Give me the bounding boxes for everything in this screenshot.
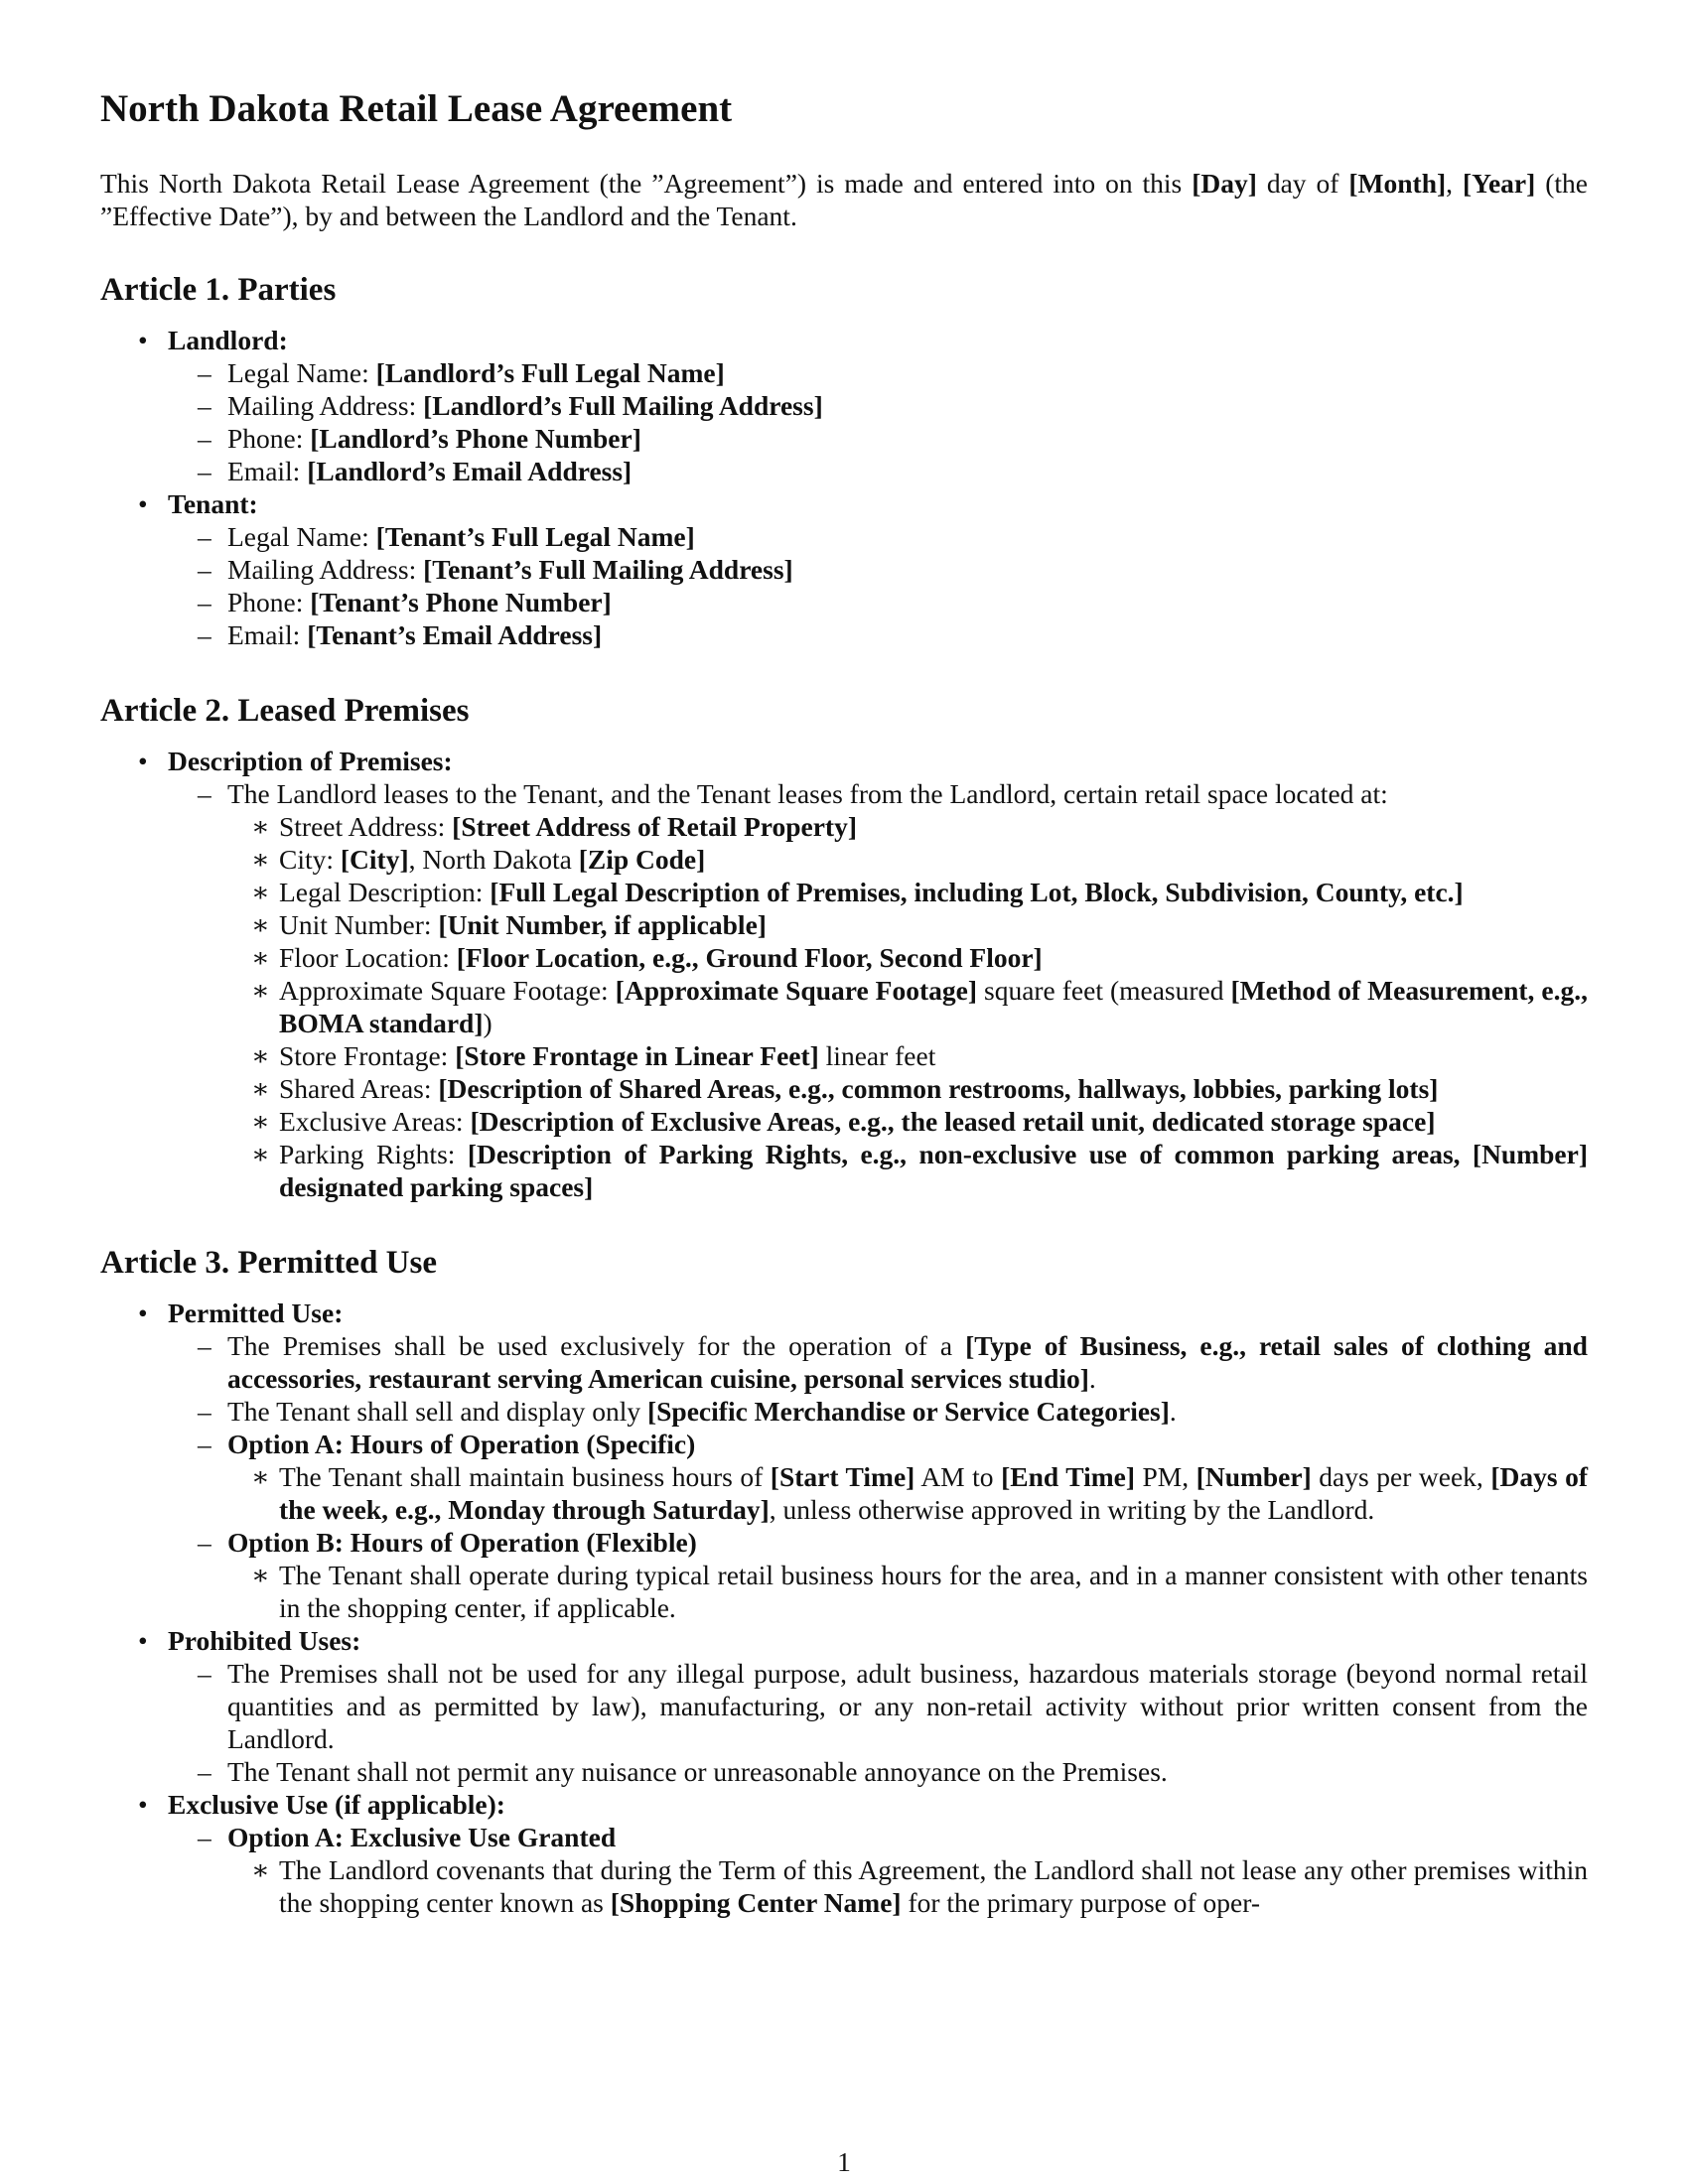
field-value: [Description of Parking Rights, e.g., non-exclusive use of common parking areas, [Number] designated parking spaces] (279, 1139, 1589, 1202)
field-label: City: (279, 844, 341, 875)
article-heading: Article 3. Permitted Use (100, 1245, 438, 1281)
field-value: [End Time] (1001, 1461, 1135, 1492)
month-field: [Month] (1348, 168, 1447, 199)
clause-text: . (1088, 1363, 1096, 1394)
list-item (227, 1072, 1588, 1105)
clause-text: The Tenant shall sell and display only (227, 1396, 647, 1427)
field-value: [Number] (1196, 1461, 1312, 1492)
landlord-item (100, 324, 1588, 487)
clause-text: The Tenant shall maintain business hours of (279, 1461, 771, 1492)
field-text: , North Dakota (408, 844, 579, 875)
intro-text: , (1446, 168, 1463, 199)
field-value: [Tenant’s Email Address] (307, 619, 603, 650)
field-text: ) (483, 1008, 492, 1038)
field-text: linear feet (818, 1040, 936, 1071)
field-value: [Specific Merchandise or Service Categories] (646, 1396, 1170, 1427)
field-value: [Tenant’s Full Mailing Address] (423, 554, 793, 585)
field-value: [City] (340, 844, 409, 875)
description-item (100, 745, 1588, 1203)
list-item (227, 1138, 1588, 1203)
list-item (168, 422, 1588, 455)
field-value: [Zip Code] (578, 844, 706, 875)
option-a-exclusive (168, 1821, 1588, 1919)
list-item (168, 455, 1588, 487)
field-value: [Start Time] (770, 1461, 915, 1492)
article-heading: Article 1. Parties (100, 272, 337, 308)
description-text: The Landlord leases to the Tenant, and the Tenant leases from the Landlord, certain retail space located at: (227, 778, 1388, 809)
field-label: Exclusive Areas: (279, 1106, 471, 1137)
field-label: Parking Rights: (279, 1139, 468, 1169)
field-label: Legal Description: (279, 877, 491, 907)
field-value: [Landlord’s Full Mailing Address] (423, 390, 823, 421)
field-label: Street Address: (279, 811, 453, 842)
list-item (168, 389, 1588, 422)
option-a-hours (168, 1428, 1588, 1526)
field-value: [Description of Shared Areas, e.g., common restrooms, hallways, lobbies, parking lots] (438, 1073, 1439, 1104)
document-page (100, 85, 1588, 1959)
intro-text: day of (1256, 168, 1349, 199)
field-value: [Full Legal Description of Premises, including Lot, Block, Subdivision, County, etc.] (490, 877, 1464, 907)
field-value: [Approximate Square Footage] (615, 975, 977, 1006)
article-parties (100, 270, 1588, 651)
list-item (227, 941, 1588, 974)
field-label: Unit Number: (279, 909, 439, 940)
field-label: Approximate Square Footage: (279, 975, 616, 1006)
intro-paragraph (100, 167, 1588, 232)
clause-text: The Landlord covenants that during the Term of this Agreement, the Landlord shall not lease any other premises within the shopping center known as (279, 1854, 1588, 1918)
field-value: [Description of Exclusive Areas, e.g., the leased retail unit, dedicated storage space] (470, 1106, 1436, 1137)
day-field: [Day] (1192, 168, 1257, 199)
article-heading: Article 2. Leased Premises (100, 693, 470, 729)
list-item (168, 553, 1588, 586)
list-item (168, 777, 1588, 1203)
field-value: [Landlord’s Phone Number] (310, 423, 641, 454)
prohibited-uses-item (100, 1624, 1588, 1788)
intro-text: (the ”Effective Date”), by and between the Landlord and the Tenant. (100, 168, 1588, 231)
landlord-label: Landlord: (168, 325, 288, 355)
field-value: [Tenant’s Full Legal Name] (375, 521, 695, 552)
list-item (227, 810, 1588, 843)
field-value: [Store Frontage in Linear Feet] (455, 1040, 819, 1071)
document-title: North Dakota Retail Lease Agreement (100, 87, 733, 130)
option-b-hours (168, 1526, 1588, 1624)
clause-text: days per week, (1311, 1461, 1491, 1492)
field-value: [Tenant’s Phone Number] (310, 587, 612, 617)
exclusive-use-item (100, 1788, 1588, 1919)
list-item: – The Tenant shall not permit any nuisance or unreasonable annoyance on the Premises. (168, 1755, 1588, 1788)
field-label: Shared Areas: (279, 1073, 439, 1104)
list-item (227, 1039, 1588, 1072)
intro-text: This North Dakota Retail Lease Agreement (the ”Agreement”) is made and entered into on this (100, 168, 1193, 199)
tenant-item (100, 487, 1588, 651)
field-value: [Method of Measurement, e.g., BOMA standard] (279, 975, 1589, 1038)
page-number: 1 (837, 2146, 851, 2177)
field-label: Mailing Address: (227, 390, 424, 421)
tenant-label: Tenant: (168, 488, 258, 519)
list-item (227, 1460, 1588, 1526)
option-label: Option B: Hours of Operation (Flexible) (227, 1527, 697, 1558)
exclusive-use-label: Exclusive Use (if applicable): (168, 1789, 505, 1820)
field-value: [Street Address of Retail Property] (452, 811, 857, 842)
article-permitted-use (100, 1243, 1588, 1919)
list-item (168, 586, 1588, 618)
clause-text: for the primary purpose of oper- (901, 1887, 1261, 1918)
option-label: Option A: Exclusive Use Granted (227, 1822, 617, 1852)
list-item (227, 1105, 1588, 1138)
list-item: ∗ The Tenant shall operate during typical retail business hours for the area, and in a manner consistent with other tenants in the shopping center, if applicable. (227, 1559, 1588, 1624)
list-item (168, 520, 1588, 553)
list-item (168, 618, 1588, 651)
clause-text: , unless otherwise approved in writing by the Landlord. (769, 1494, 1375, 1525)
option-label: Option A: Hours of Operation (Specific) (227, 1429, 696, 1459)
list-item (227, 1853, 1588, 1919)
list-item (168, 1329, 1588, 1395)
clause-text: AM to (914, 1461, 1002, 1492)
list-item: – The Premises shall not be used for any illegal purpose, adult business, hazardous materials storage (beyond normal retail quantities and as permitted by law), manufacturing, or any non-retail activity without prior written consent from the Landlord. (168, 1657, 1588, 1755)
field-value: [Landlord’s Full Legal Name] (375, 357, 725, 388)
field-label: Phone: (227, 587, 311, 617)
permitted-use-item (100, 1297, 1588, 1624)
clause-text: The Premises shall be used exclusively for the operation of a (227, 1330, 966, 1361)
field-label: Floor Location: (279, 942, 457, 973)
field-text: square feet (measured (977, 975, 1231, 1006)
field-value: [Landlord’s Email Address] (307, 456, 633, 486)
field-label: Mailing Address: (227, 554, 424, 585)
description-label: Description of Premises: (168, 746, 453, 776)
clause-text: . (1169, 1396, 1177, 1427)
list-item (227, 908, 1588, 941)
list-item (168, 1395, 1588, 1428)
list-item (227, 974, 1588, 1039)
field-value: [Days of the week, e.g., Monday through Saturday] (279, 1461, 1588, 1525)
prohibited-uses-label: Prohibited Uses: (168, 1625, 361, 1656)
field-label: Phone: (227, 423, 311, 454)
year-field: [Year] (1462, 168, 1536, 199)
list-item (227, 843, 1588, 876)
field-value: [Shopping Center Name] (610, 1887, 902, 1918)
field-label: Legal Name: (227, 357, 376, 388)
field-label: Email: (227, 456, 308, 486)
article-leased-premises (100, 691, 1588, 1203)
field-label: Email: (227, 619, 308, 650)
field-value: [Unit Number, if applicable] (438, 909, 767, 940)
permitted-use-label: Permitted Use: (168, 1297, 344, 1328)
field-label: Store Frontage: (279, 1040, 456, 1071)
list-item (168, 356, 1588, 389)
field-label: Legal Name: (227, 521, 376, 552)
field-value: [Floor Location, e.g., Ground Floor, Second Floor] (456, 942, 1043, 973)
clause-text: PM, (1134, 1461, 1196, 1492)
list-item (227, 876, 1588, 908)
field-value: [Type of Business, e.g., retail sales of clothing and accessories, restaurant serving American cuisine, personal services studio] (227, 1330, 1588, 1394)
